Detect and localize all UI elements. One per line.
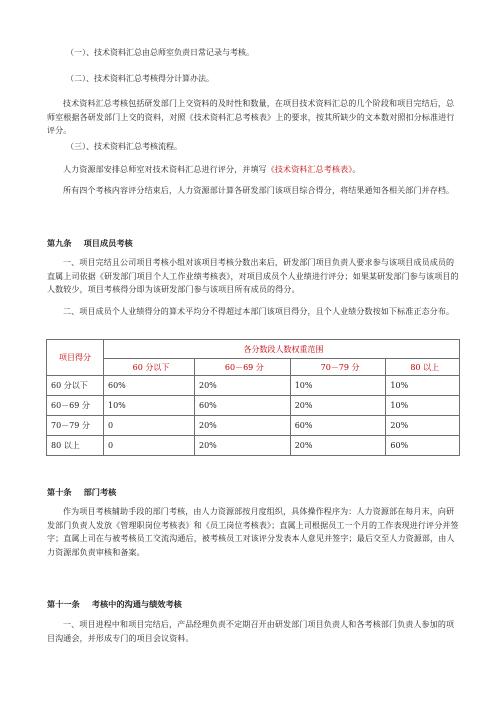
- section-title: 考核中的沟通与绩效考核: [91, 599, 182, 609]
- table-column-header: 60 分以下: [104, 359, 195, 376]
- table-group-header: 各分数段人数权重范围: [104, 340, 460, 359]
- section-number: 第十一条: [47, 599, 80, 609]
- paragraph: 二、项目成员个人业绩得分的算术平均分不得超过本部门该项目得分，且个人业绩分数按如下标准正态分布。: [63, 307, 455, 316]
- paragraph: 所有四个考核内容评分结束后，人力资源部计算各研发部门该项目综合得分，将结果通知各相关部门并存档。: [63, 186, 455, 195]
- table-cell: 60%: [386, 436, 460, 456]
- table-cell: 20%: [290, 396, 386, 416]
- table-cell: 10%: [386, 376, 460, 396]
- table-cell: 10%: [104, 396, 195, 416]
- paragraph: 技术资料汇总考核包括研发部门上交资料的及时性和数量，在项目技术资料汇总的几个阶段和项目完结后，总师室根据各研发部门上交的资料，对照《技术资料汇总考核表》上的要求，按其所缺少的文本数对照扣分标准进行评分。: [47, 99, 455, 136]
- section-heading: [47, 486, 116, 498]
- list-item: （三）、技术资料汇总考核流程。: [66, 142, 182, 151]
- table-column-header: 70－79 分: [290, 359, 386, 376]
- form-reference-link: 《技术资料汇总考核表》: [266, 165, 353, 174]
- table-cell: 10%: [386, 396, 460, 416]
- table-cell: 20%: [194, 436, 290, 456]
- section-heading: [47, 598, 182, 610]
- table-cell: 60%: [104, 376, 195, 396]
- table-row-label: 60 分以下: [47, 376, 104, 396]
- table-cell: 60%: [194, 396, 290, 416]
- paragraph: 一、项目进程中和项目完结后，产品经理负责不定期召开由研发部门项目负责人和各考核部门负责人参加的项目沟通会，并形成专门的项目会议资料。: [47, 620, 455, 643]
- table-cell: 0: [104, 436, 195, 456]
- paragraph-text: 人力资源部安排总师室对技术资料汇总进行评分，并填写: [63, 165, 267, 174]
- table-cell: 20%: [194, 416, 290, 436]
- table-column-header: 60－69 分: [194, 359, 290, 376]
- paragraph-text: 。: [352, 165, 361, 174]
- table-cell: 20%: [194, 376, 290, 396]
- table-row: [47, 416, 460, 436]
- table-cell: 0: [104, 416, 195, 436]
- paragraph: [47, 163, 461, 177]
- table-cell: 20%: [290, 436, 386, 456]
- section-heading: [47, 237, 133, 249]
- table-header-row: [47, 340, 460, 359]
- score-distribution-table: [46, 339, 460, 456]
- table-row-label: 60－69 分: [47, 396, 104, 416]
- table-column-header: 80 以上: [386, 359, 460, 376]
- list-item: （二）、技术资料汇总考核得分计算办法。: [66, 74, 214, 83]
- table-row: [47, 436, 460, 456]
- table-row: [47, 376, 460, 396]
- section-title: 项目成员考核: [83, 238, 133, 248]
- list-item: （一）、技术资料汇总由总师室负责日常记录与考核。: [66, 48, 254, 57]
- table-cell: 20%: [386, 416, 460, 436]
- table-subheader-row: [47, 359, 460, 376]
- table-row-label: 70－79 分: [47, 416, 104, 436]
- table-row-label: 80 以上: [47, 436, 104, 456]
- paragraph: 一、项目完结且公司项目考核小组对该项目考核分数出来后，研发部门项目负责人要求参与该项目成员成员的直属上司依据《研发部门项目个人工作业绩考核表》，对项目成员个人业绩进行评分；如果某研发部门参与该项目的人数较少，项目考核得分即为该研发部门参与该项目所有成员的得分。: [47, 258, 459, 295]
- table-row-header: 项目得分: [47, 340, 104, 376]
- table-cell: 60%: [290, 416, 386, 436]
- section-number: 第十条: [47, 487, 72, 497]
- table-row: [47, 396, 460, 416]
- table-cell: 10%: [290, 376, 386, 396]
- section-number: 第九条: [47, 238, 72, 248]
- section-title: 部门考核: [83, 487, 117, 497]
- paragraph: 作为项目考核辅助手段的部门考核，由人力资源部按月度组织，具体操作程序为：人力资源部在每月末，向研发部门负责人发放《管理职岗位考核表》和《员工岗位考核表》；直属上司根据员工一个月的工作表现进行评分并签字；直属上司在与被考核员工交流沟通后，被考核员工对该评分发表本人意见并签字；最后交至人力资源部，由人力资源部负责审核和备案。: [47, 507, 459, 557]
